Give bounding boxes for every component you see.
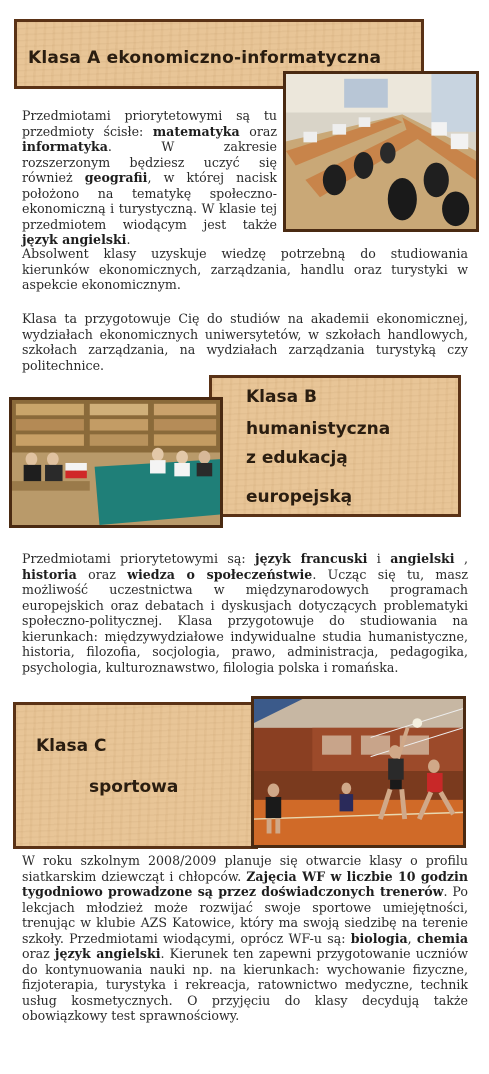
emphasized-text: historia	[22, 566, 77, 582]
text-run: , w której nacisk położono na tematykę społeczno-ekonomiczną i turystyczną. W klasie tej przedmiotem wiodącym jest także	[22, 170, 277, 232]
computer-lab-photo	[283, 71, 479, 232]
text-run: oraz	[239, 123, 277, 139]
text-run: ,	[454, 551, 468, 566]
text-run: i	[367, 551, 391, 566]
klasa-a-paragraph-1	[22, 108, 277, 248]
text-run: . Po lekcjach młodzież może rozwijać swoje sportowe umiejętności, trenując w klubie AZS Katowice, który ma swoją siedzibę na terenie szkoły. Przedmiotami wiodącymi, oprócz WF-u są:	[22, 884, 468, 946]
emphasized-text: język francuski	[255, 551, 368, 566]
text-run: . W zakresie rozszerzonym będziesz uczyć się również	[22, 139, 277, 185]
text-run: . Ucząc się tu, masz możliwość uczestnictwa w międzynarodowych programach europejskich oraz debatach i dyskusjach dotyczących problematyki społeczno-politycznej. Klasa przygotowuje do studiowania na kierunkach: międzywydziałowe indywidualne studia humanistyczne, historia, filozofia, socjologia, prawo, administracja, pedagogika, psychologia, kulturoznawstwo, filologia polska i romańska.	[22, 566, 468, 675]
emphasized-text: angielski	[390, 551, 455, 566]
library-meeting-image	[12, 400, 220, 525]
klasa-b-header-panel	[209, 375, 461, 517]
emphasized-text: język angielski	[54, 946, 161, 961]
klasa-c-title-line-1: Klasa C	[36, 736, 107, 756]
text-run: W roku szkolnym 2008/2009 planuje się otwarcie klasy o profilu siatkarskim dziewcząt i chłopców.	[22, 853, 468, 884]
klasa-a-paragraph-2: Absolwent klasy uzyskuje wiedzę potrzebną do studiowania kierunków ekonomicznych, zarządzania, handlu oraz turystyki w aspekcie ekonomicznym.	[22, 246, 468, 292]
emphasized-text: chemia	[416, 930, 469, 946]
emphasized-text: biologia	[350, 930, 408, 946]
computer-lab-image	[286, 74, 476, 229]
emphasized-text: informatyka	[22, 139, 108, 154]
klasa-b-paragraph-1	[22, 551, 468, 675]
klasa-b-title-line-3: z edukacją	[246, 448, 348, 468]
volleyball-gym-image	[254, 699, 463, 845]
volleyball-gym-photo	[251, 696, 466, 848]
text-run: .	[126, 232, 131, 247]
emphasized-text: język angielski	[22, 232, 127, 247]
klasa-b-title-line-1: Klasa B	[246, 387, 317, 407]
emphasized-text: wiedza o społeczeństwie	[127, 566, 313, 582]
text-run: . Kierunek ten zapewni przygotowanie uczniów do kontynuowania nauki np. na kierunkach: wychowanie fizyczne, fizjoterapia, turystyka i rekreacja, ratownictwo medyczne, technik usług kosmetycznych. O przyjęciu do klasy decydują także obowiązkowy test sprawnościowy.	[22, 946, 469, 1023]
klasa-c-paragraph-1	[22, 853, 468, 1024]
emphasized-text: matematyka	[152, 123, 240, 139]
klasa-a-title: Klasa A ekonomiczno-informatyczna	[28, 48, 382, 68]
text-run: oraz	[22, 946, 55, 961]
klasa-b-title-line-4: europejską	[246, 487, 353, 507]
text-run: Przedmiotami priorytetowymi są:	[22, 551, 256, 566]
klasa-b-title-line-2: humanistyczna	[246, 419, 391, 439]
emphasized-text: Zajęcia WF w liczbie 10 godzin tygodniowo prowadzone są przez doświadczonych trenerów	[22, 868, 468, 899]
library-meeting-photo	[9, 397, 223, 528]
text-run: oraz	[76, 566, 128, 582]
klasa-c-header-panel	[13, 702, 258, 849]
klasa-c-title-line-2: sportowa	[89, 777, 179, 797]
emphasized-text: geografii	[84, 170, 148, 185]
klasa-a-paragraph-3: Klasa ta przygotowuje Cię do studiów na akademii ekonomicznej, wydziałach ekonomicznych uniwersytetów, w szkołach handlowych, szkołach zarządzania, na wydziałach zarządzania turystyką czy politechnice.	[22, 311, 468, 373]
text-run: ,	[407, 930, 417, 946]
text-run: Przedmiotami priorytetowymi są tu przedmioty ścisłe:	[22, 108, 277, 139]
